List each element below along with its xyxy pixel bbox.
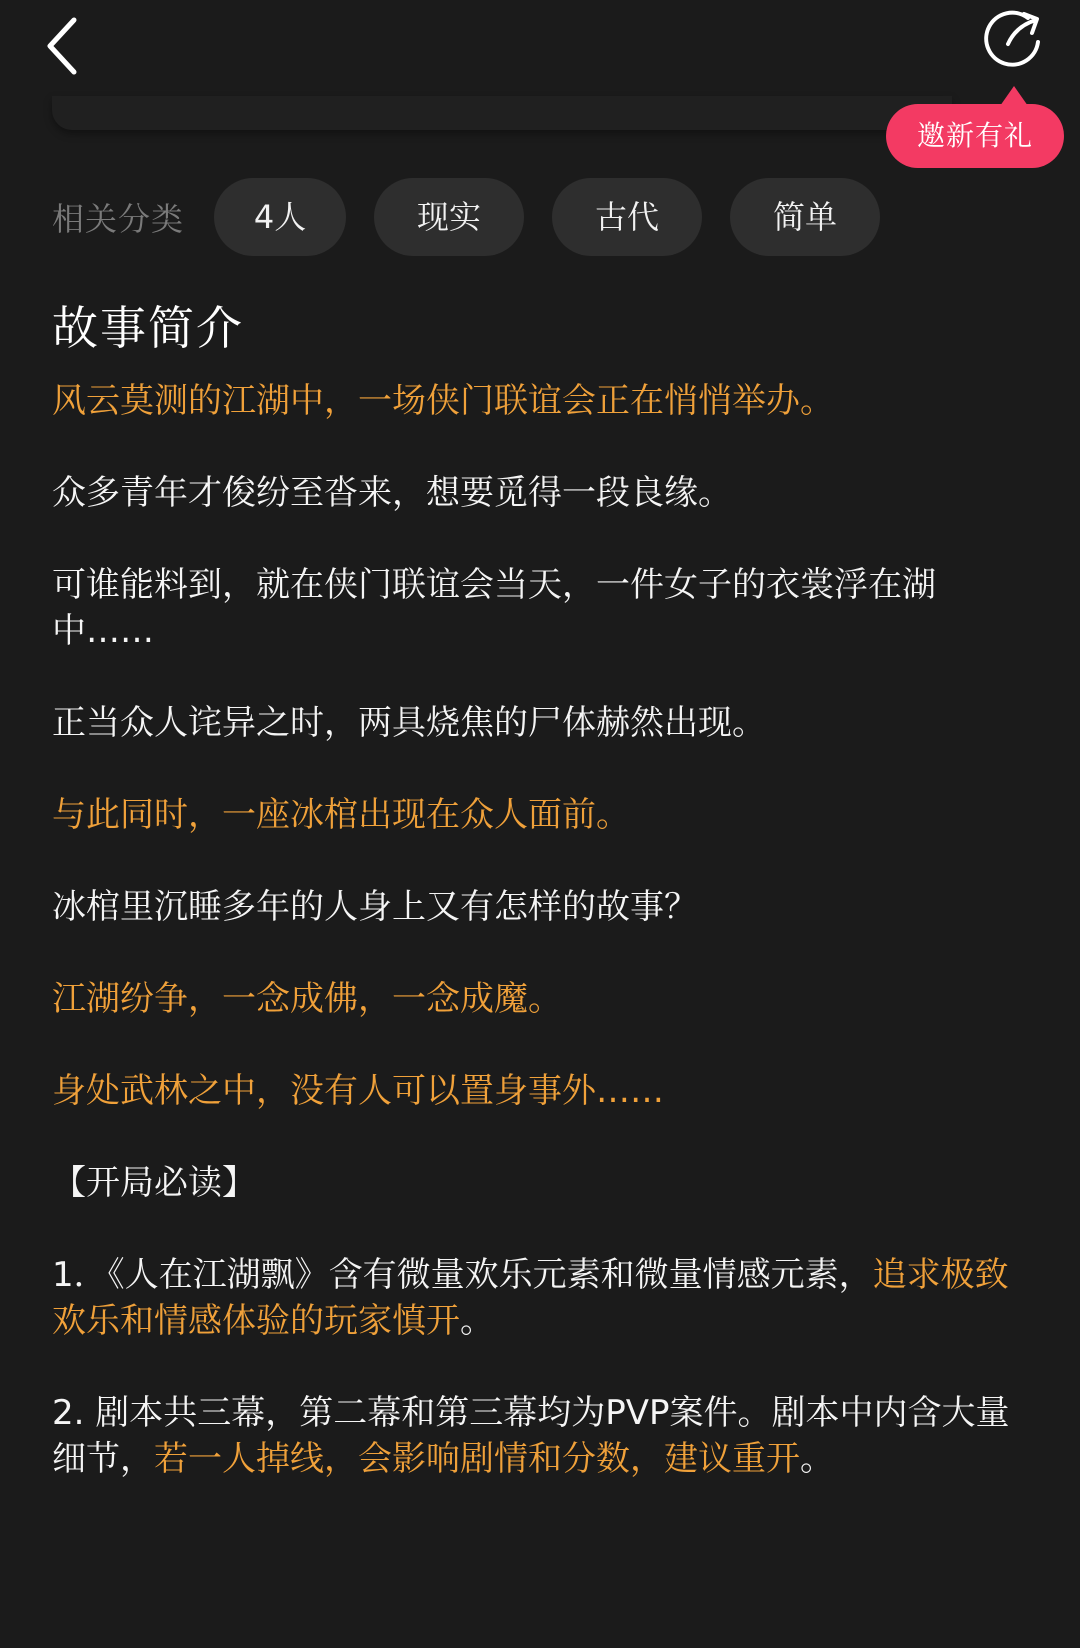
note-1-end: 。 <box>460 1301 494 1341</box>
related-categories <box>52 178 908 256</box>
category-tag-gudai[interactable]: 古代 <box>552 178 702 256</box>
opening-must-read-heading: 【开局必读】 <box>52 1163 256 1203</box>
note-2-text: 2. 剧本共三幕，第二幕和第三幕均为PVP案件。剧本中内含大量细节， <box>52 1393 1010 1479</box>
share-arrow-icon <box>980 6 1046 72</box>
note-2-end: 。 <box>800 1439 834 1479</box>
collapsed-header-strip <box>52 96 952 130</box>
note-1-highlight: 追求极致欢乐和情感体验的玩家慎开 <box>52 1255 1009 1341</box>
top-bar <box>0 0 1080 100</box>
story-paragraph-7: 江湖纷争，一念成佛，一念成魔。 <box>52 979 562 1019</box>
note-2-highlight: 若一人掉线，会影响剧情和分数，建议重开 <box>154 1439 800 1479</box>
category-tag-jiandan[interactable]: 简单 <box>730 178 880 256</box>
note-1-text: 1．《人在江湖飘》含有微量欢乐元素和微量情感元素， <box>52 1255 873 1295</box>
category-tag-xianshi[interactable]: 现实 <box>374 178 524 256</box>
story-paragraph-5: 与此同时，一座冰棺出现在众人面前。 <box>52 795 630 835</box>
invite-friends-badge[interactable]: 邀新有礼 <box>886 104 1064 168</box>
category-tag-4ren[interactable]: 4人 <box>214 178 346 256</box>
chevron-left-icon <box>38 14 92 78</box>
share-button[interactable] <box>980 6 1046 72</box>
note-2 <box>52 1390 1037 1482</box>
story-paragraph-4: 正当众人诧异之时，两具烧焦的尸体赫然出现。 <box>52 703 766 743</box>
story-paragraph-1: 风云莫测的江湖中，一场侠门联谊会正在悄悄举办。 <box>52 381 834 421</box>
back-button[interactable] <box>38 14 92 78</box>
story-intro-body <box>52 378 1037 1528</box>
story-paragraph-2: 众多青年才俊纷至沓来，想要觅得一段良缘。 <box>52 473 732 513</box>
note-1 <box>52 1252 1037 1344</box>
categories-label: 相关分类 <box>52 200 185 238</box>
story-paragraph-3: 可谁能料到，就在侠门联谊会当天，一件女子的衣裳浮在湖中…… <box>52 565 936 651</box>
story-intro-title: 故事简介 <box>52 301 244 355</box>
story-paragraph-6: 冰棺里沉睡多年的人身上又有怎样的故事？ <box>52 887 698 927</box>
story-paragraph-8: 身处武林之中，没有人可以置身事外…… <box>52 1071 664 1111</box>
